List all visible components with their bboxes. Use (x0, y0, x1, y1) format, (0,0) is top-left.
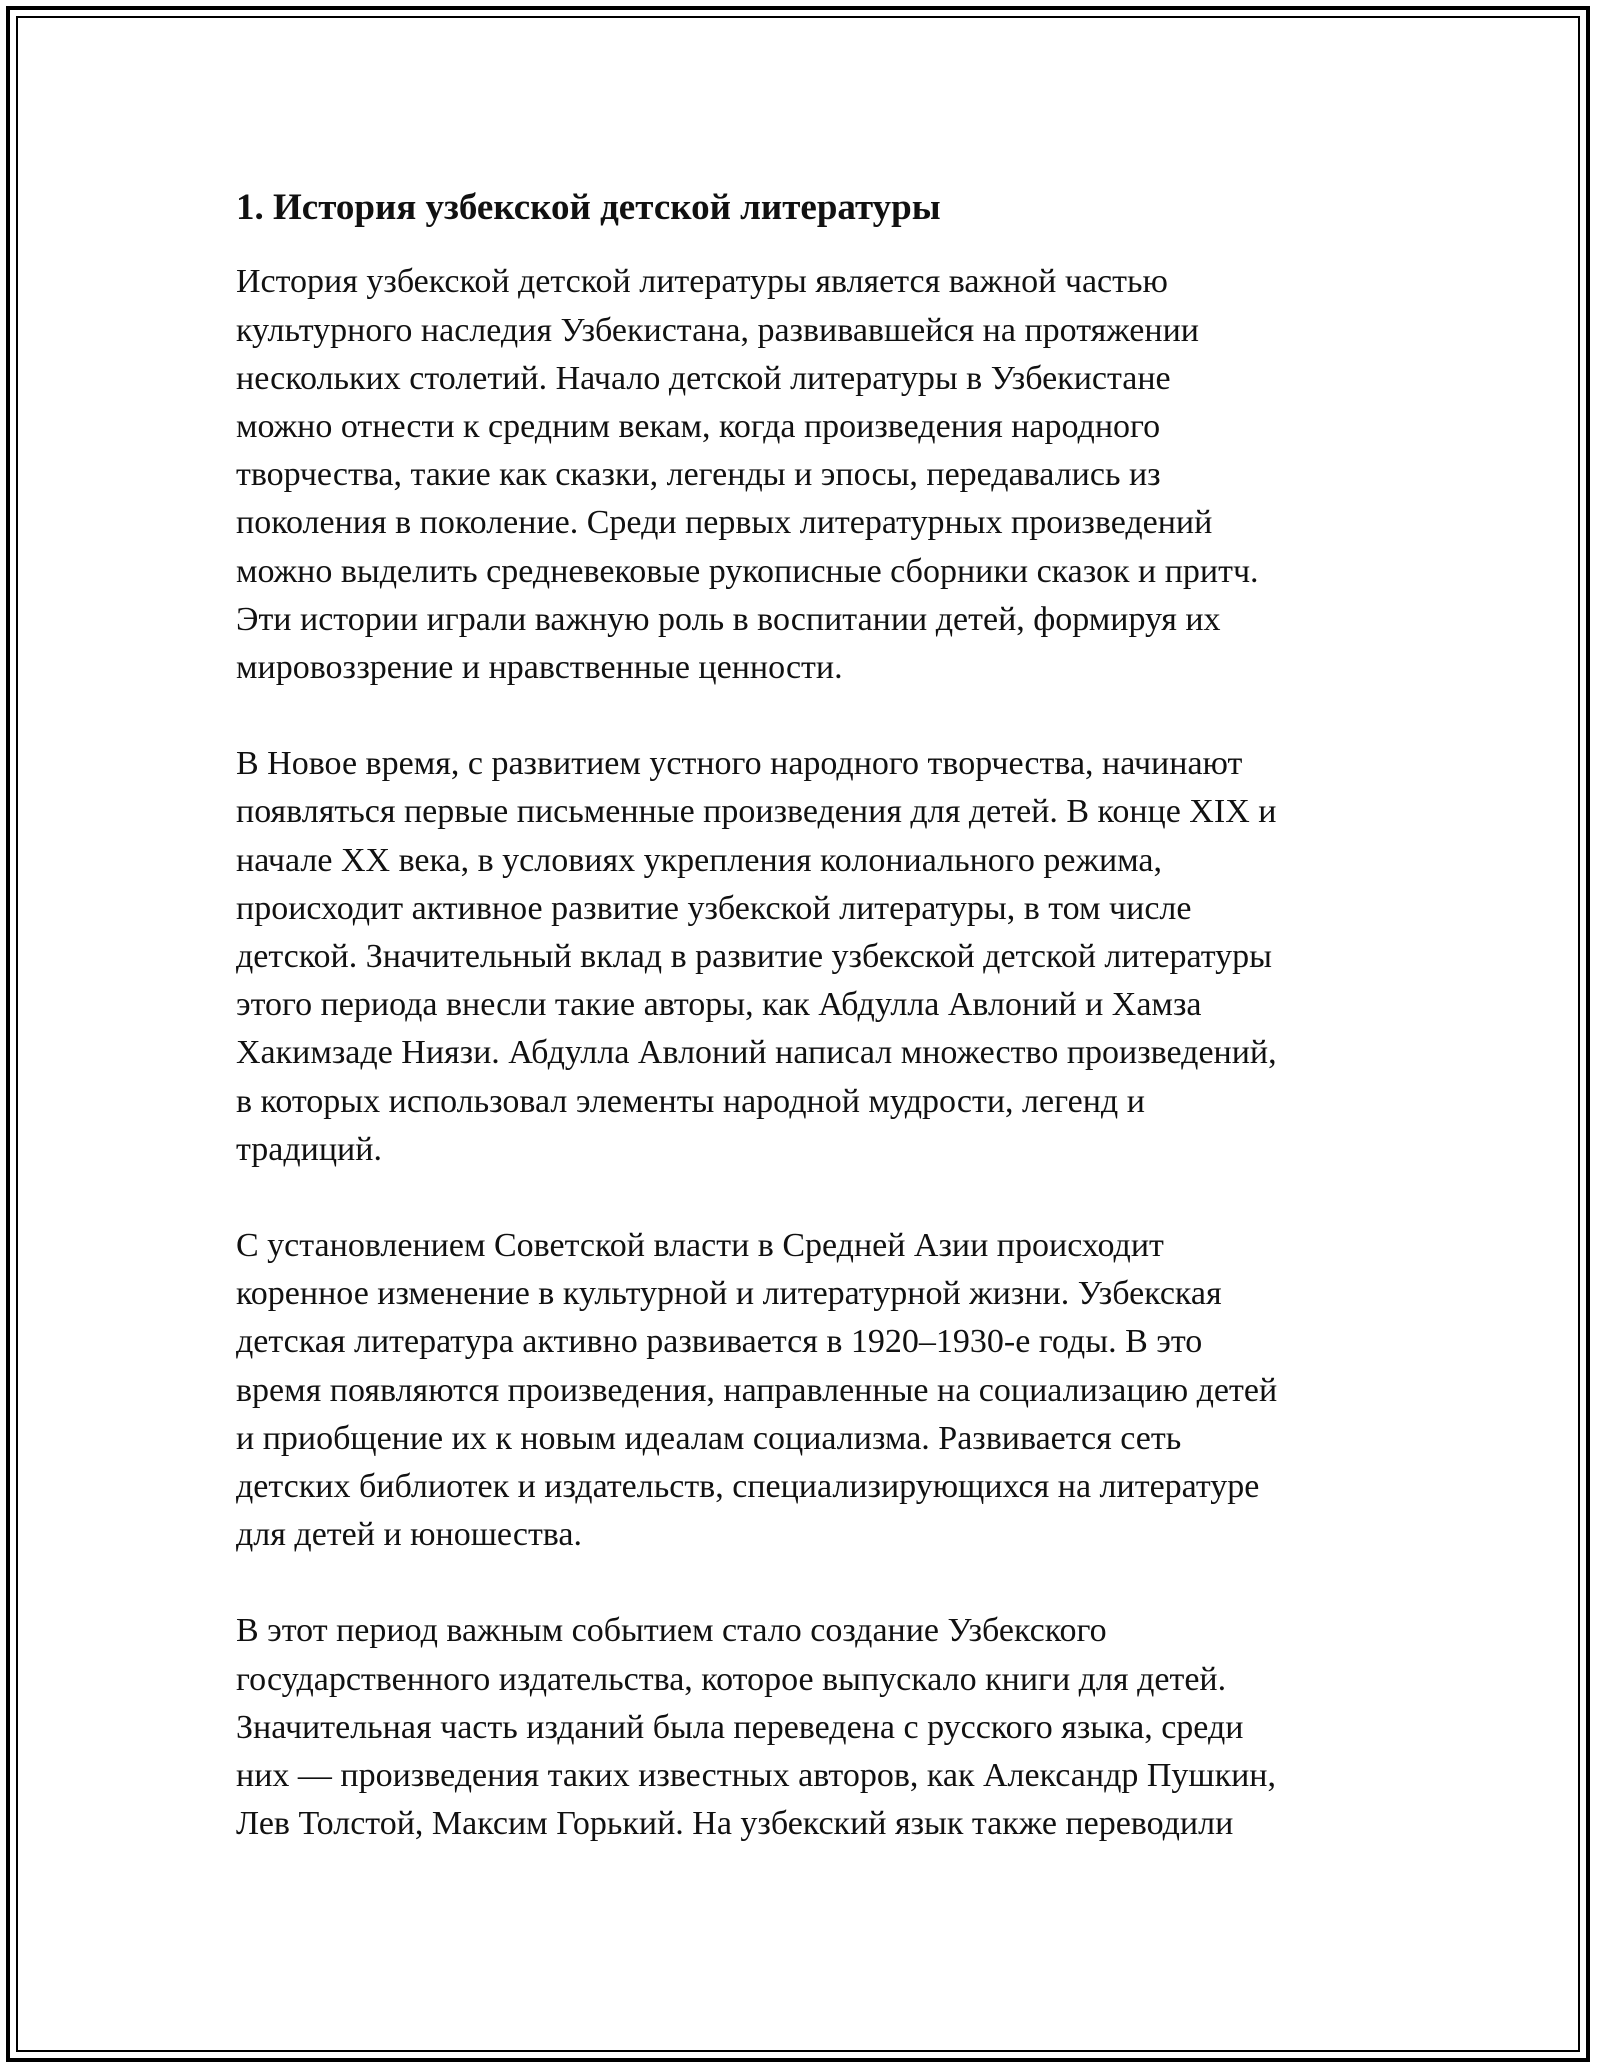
paragraph-line: можно выделить средневековые рукописные сборники сказок и притч. (236, 552, 1259, 590)
paragraph-line: Эти истории играли важную роль в воспитании детей, формируя их (236, 600, 1221, 638)
paragraph-line: государственного издательства, которое выпускало книги для детей. (236, 1660, 1227, 1698)
paragraph-line: С установлением Советской власти в Средней Азии происходит (236, 1227, 1164, 1265)
paragraph-line: поколения в поколение. Среди первых литературных произведений (236, 504, 1213, 542)
paragraph-line: детских библиотек и издательств, специализирующихся на литературе (236, 1468, 1260, 1506)
paragraph-line: творчества, такие как сказки, легенды и эпосы, передавались из (236, 456, 1161, 494)
paragraph-line: История узбекской детской литературы является важной частью (236, 263, 1168, 301)
paragraph-line: для детей и юношества. (236, 1516, 582, 1554)
paragraph-line: В этот период важным событием стало создание Узбекского (236, 1612, 1107, 1650)
paragraph-line: начале XX века, в условиях укрепления колониального режима, (236, 841, 1163, 879)
paragraph-line: происходит активное развитие узбекской литературы, в том числе (236, 889, 1192, 927)
paragraph-line: коренное изменение в культурной и литературной жизни. Узбекская (236, 1275, 1222, 1313)
paragraph-line: и приобщение их к новым идеалам социализма. Развивается сеть (236, 1419, 1182, 1457)
paragraph-line: детская литература активно развивается в 1920–1930-е годы. В это (236, 1323, 1203, 1361)
paragraph-line: них — произведения таких известных авторов, как Александр Пушкин, (236, 1757, 1277, 1795)
paragraph-4 (236, 1607, 1366, 1848)
paragraph-line: мировоззрение и нравственные ценности. (236, 649, 843, 687)
paragraph-line: время появляются произведения, направленные на социализацию детей (236, 1371, 1278, 1409)
paragraph-line: детской. Значительный вклад в развитие узбекской детской литературы (236, 938, 1272, 976)
paragraph-3 (236, 1222, 1366, 1559)
paragraph-1 (236, 258, 1366, 692)
paragraph-line: Значительная часть изданий была переведена с русского языка, среди (236, 1708, 1244, 1746)
paragraph-line: в которых использовал элементы народной мудрости, легенд и (236, 1082, 1145, 1120)
document-body (236, 186, 1366, 1896)
section-heading: 1. История узбекской детской литературы (236, 187, 941, 228)
paragraph-line: Лев Толстой, Максим Горький. На узбекский язык также переводили (236, 1805, 1234, 1843)
paragraph-line: можно отнести к средним векам, когда произведения народного (236, 408, 1161, 445)
paragraph-line: Хакимзаде Ниязи. Абдулла Авлоний написал множество произведений, (236, 1034, 1277, 1072)
paragraph-line: этого периода внесли такие авторы, как Абдулла Авлоний и Хамза (236, 986, 1202, 1024)
paragraph-line: появляться первые письменные произведения для детей. В конце XIX и (236, 793, 1277, 831)
paragraph-line: культурного наследия Узбекистана, развивавшейся на протяжении (236, 311, 1199, 349)
paragraph-line: В Новое время, с развитием устного народного творчества, начинают (236, 745, 1243, 783)
paragraph-2 (236, 740, 1366, 1174)
paragraph-line: традиций. (236, 1130, 382, 1168)
paragraph-line: нескольких столетий. Начало детской литературы в Узбекистане (236, 359, 1171, 397)
